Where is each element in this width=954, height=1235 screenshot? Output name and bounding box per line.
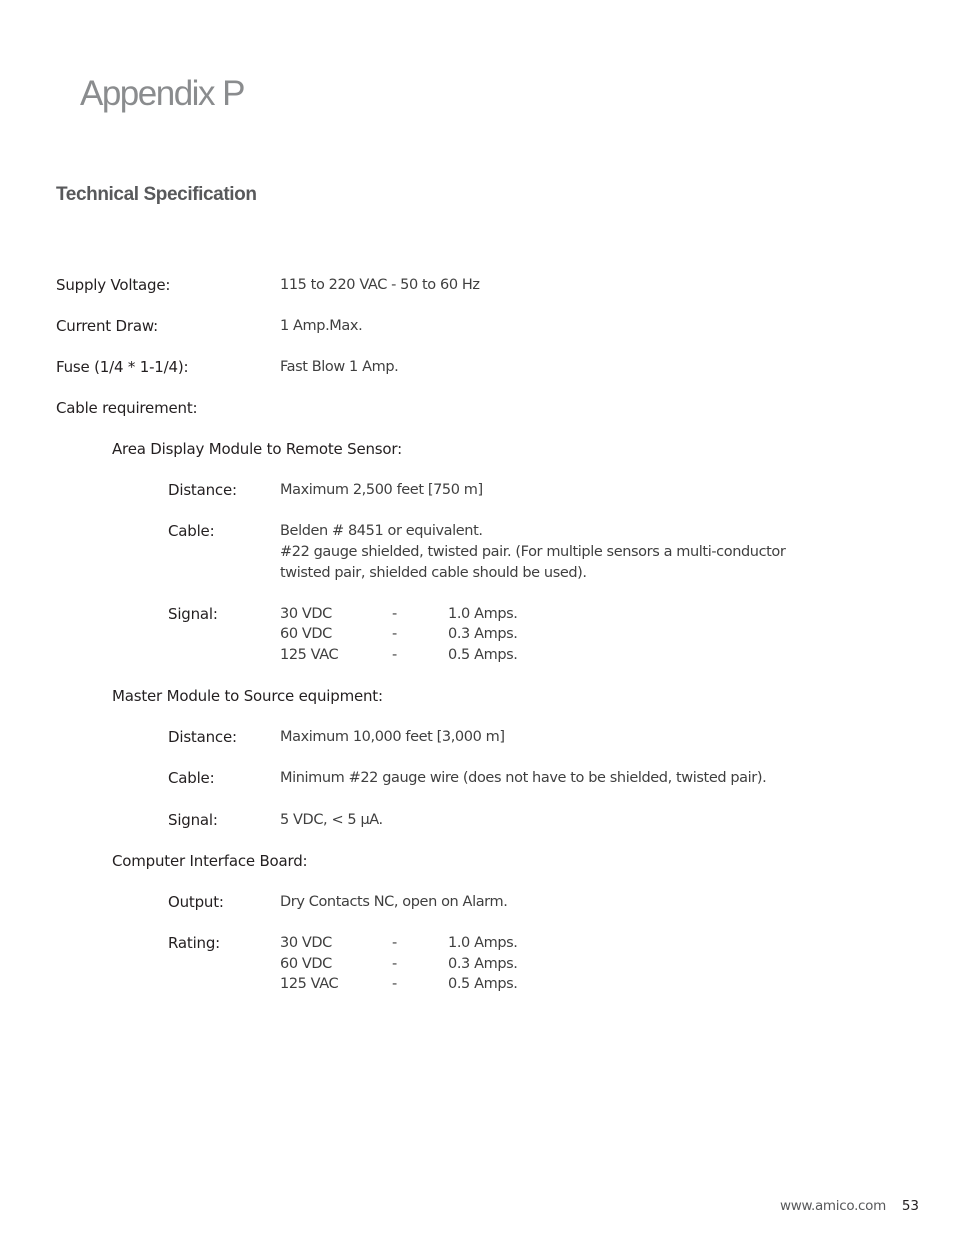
master-distance-label: Distance: xyxy=(168,728,237,746)
page-number: 53 xyxy=(901,1198,919,1214)
area-signal-label: Signal: xyxy=(168,605,218,623)
master-signal-label: Signal: xyxy=(168,811,218,829)
cable-requirement-label: Cable requirement: xyxy=(56,399,198,417)
master-cable-value: Minimum #22 gauge wire (does not have to be shielded, twisted pair). xyxy=(280,770,767,786)
area-distance-label: Distance: xyxy=(168,481,237,499)
rating-voltage: 125 VAC xyxy=(280,976,339,992)
rating-dash: - xyxy=(392,976,397,992)
signal-voltage: 60 VDC xyxy=(280,626,332,642)
signal-amps: 0.5 Amps. xyxy=(448,647,518,663)
signal-voltage: 30 VDC xyxy=(280,606,332,622)
supply-voltage-label: Supply Voltage: xyxy=(56,276,171,294)
area-cable-line: #22 gauge shielded, twisted pair. (For multiple sensors a multi-conductor xyxy=(280,544,786,560)
fuse-value: Fast Blow 1 Amp. xyxy=(280,359,399,375)
master-signal-value: 5 VDC, < 5 µA. xyxy=(280,812,383,828)
output-value: Dry Contacts NC, open on Alarm. xyxy=(280,894,508,910)
section-title: Technical Specification xyxy=(56,184,257,205)
rating-amps: 0.5 Amps. xyxy=(448,976,518,992)
master-cable-label: Cable: xyxy=(168,769,215,787)
rating-dash: - xyxy=(392,935,397,951)
area-distance-value: Maximum 2,500 feet [750 m] xyxy=(280,482,483,498)
master-module-heading: Master Module to Source equipment: xyxy=(112,687,383,705)
master-distance-value: Maximum 10,000 feet [3,000 m] xyxy=(280,729,505,745)
rating-amps: 0.3 Amps. xyxy=(448,956,518,972)
signal-amps: 0.3 Amps. xyxy=(448,626,518,642)
page-title: Appendix P xyxy=(80,74,245,113)
signal-dash: - xyxy=(392,626,397,642)
signal-voltage: 125 VAC xyxy=(280,647,339,663)
footer-url: www.amico.com xyxy=(779,1198,886,1214)
area-cable-label: Cable: xyxy=(168,522,215,540)
current-draw-value: 1 Amp.Max. xyxy=(280,318,363,334)
supply-voltage-value: 115 to 220 VAC - 50 to 60 Hz xyxy=(280,277,480,293)
fuse-label: Fuse (1/4 * 1-1/4): xyxy=(56,358,189,376)
rating-amps: 1.0 Amps. xyxy=(448,935,518,951)
signal-amps: 1.0 Amps. xyxy=(448,606,518,622)
rating-voltage: 30 VDC xyxy=(280,935,332,951)
output-label: Output: xyxy=(168,893,224,911)
area-cable-line: Belden # 8451 or equivalent. xyxy=(280,523,483,539)
signal-dash: - xyxy=(392,647,397,663)
current-draw-label: Current Draw: xyxy=(56,317,158,335)
computer-interface-heading: Computer Interface Board: xyxy=(112,852,308,870)
rating-label: Rating: xyxy=(168,934,221,952)
area-display-heading: Area Display Module to Remote Sensor: xyxy=(112,440,402,458)
area-cable-line: twisted pair, shielded cable should be used). xyxy=(280,565,587,581)
signal-dash: - xyxy=(392,606,397,622)
rating-voltage: 60 VDC xyxy=(280,956,332,972)
rating-dash: - xyxy=(392,956,397,972)
